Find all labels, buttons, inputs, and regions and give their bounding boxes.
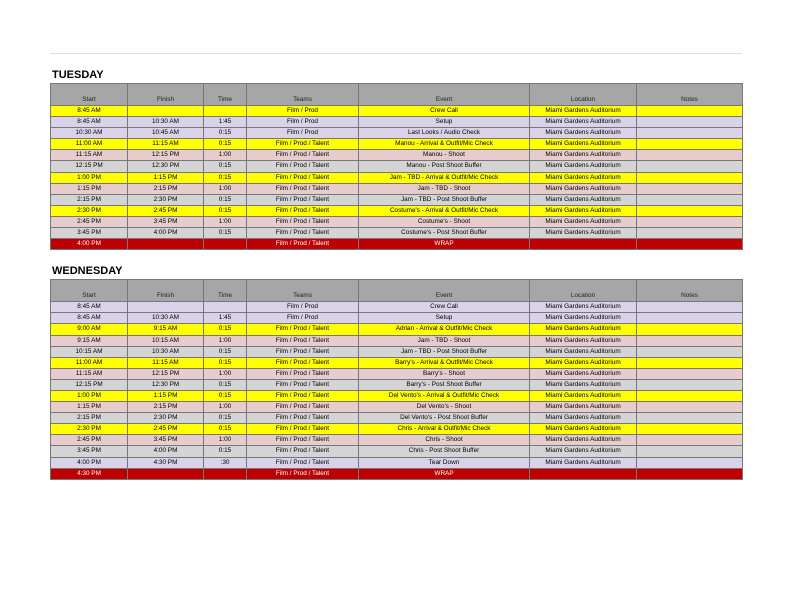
- table-row: [51, 302, 743, 313]
- day-title-tuesday: TUESDAY: [52, 69, 104, 81]
- cell-finish[interactable]: 1:15 PM: [128, 390, 204, 401]
- table-row: [51, 150, 743, 161]
- cell-time[interactable]: 0:15: [204, 424, 247, 435]
- cell-start[interactable]: 8:45 AM: [51, 117, 128, 128]
- cell-teams[interactable]: Film / Prod / Talent: [247, 368, 359, 379]
- cell-event[interactable]: Del Vento's - Post Shoot Buffer: [359, 413, 530, 424]
- table-row: [51, 324, 743, 335]
- cell-notes[interactable]: [637, 205, 743, 216]
- cell-location[interactable]: Miami Gardens Auditorium: [530, 357, 637, 368]
- cell-finish[interactable]: 10:30 AM: [128, 346, 204, 357]
- cell-time[interactable]: 1:00: [204, 216, 247, 227]
- table-row: [51, 468, 743, 479]
- table-row: [51, 228, 743, 239]
- cell-time[interactable]: 0:15: [204, 161, 247, 172]
- cell-time[interactable]: [204, 468, 247, 479]
- cell-notes[interactable]: [637, 357, 743, 368]
- cell-location[interactable]: Miami Gardens Auditorium: [530, 379, 637, 390]
- cell-time[interactable]: 1:00: [204, 183, 247, 194]
- cell-teams[interactable]: Film / Prod / Talent: [247, 457, 359, 468]
- schedule-table-wednesday: [50, 279, 743, 480]
- cell-start[interactable]: 11:15 AM: [51, 150, 128, 161]
- column-header-start: Start: [51, 280, 128, 302]
- cell-location[interactable]: Miami Gardens Auditorium: [530, 435, 637, 446]
- cell-location[interactable]: Miami Gardens Auditorium: [530, 390, 637, 401]
- cell-start[interactable]: 11:00 AM: [51, 357, 128, 368]
- schedule-table-tuesday: [50, 83, 743, 250]
- cell-location[interactable]: Miami Gardens Auditorium: [530, 368, 637, 379]
- cell-location[interactable]: Miami Gardens Auditorium: [530, 205, 637, 216]
- table-row: [51, 446, 743, 457]
- cell-notes[interactable]: [637, 335, 743, 346]
- cell-start[interactable]: 2:45 PM: [51, 216, 128, 227]
- cell-notes[interactable]: [637, 468, 743, 479]
- cell-start[interactable]: 11:00 AM: [51, 139, 128, 150]
- cell-notes[interactable]: [637, 139, 743, 150]
- table-row: [51, 435, 743, 446]
- cell-time[interactable]: [204, 302, 247, 313]
- cell-teams[interactable]: Film / Prod: [247, 106, 359, 117]
- table-header-row: [51, 84, 743, 106]
- cell-location[interactable]: Miami Gardens Auditorium: [530, 413, 637, 424]
- table-row: [51, 239, 743, 250]
- cell-teams[interactable]: Film / Prod / Talent: [247, 183, 359, 194]
- table-row: [51, 335, 743, 346]
- cell-location[interactable]: Miami Gardens Auditorium: [530, 117, 637, 128]
- cell-start[interactable]: 3:45 PM: [51, 446, 128, 457]
- cell-event[interactable]: Manou - Arrival & Outfit/Mic Check: [359, 139, 530, 150]
- cell-location[interactable]: Miami Gardens Auditorium: [530, 302, 637, 313]
- cell-start[interactable]: 10:15 AM: [51, 346, 128, 357]
- cell-notes[interactable]: [637, 216, 743, 227]
- cell-start[interactable]: 11:15 AM: [51, 368, 128, 379]
- cell-notes[interactable]: [637, 161, 743, 172]
- cell-time[interactable]: 0:15: [204, 357, 247, 368]
- cell-notes[interactable]: [637, 457, 743, 468]
- cell-notes[interactable]: [637, 228, 743, 239]
- cell-event[interactable]: Manou - Shoot: [359, 150, 530, 161]
- column-header-teams: Teams: [247, 280, 359, 302]
- cell-teams[interactable]: Film / Prod: [247, 313, 359, 324]
- cell-event[interactable]: Jam - TBD - Shoot: [359, 183, 530, 194]
- cell-start[interactable]: 8:45 AM: [51, 313, 128, 324]
- cell-time[interactable]: 1:00: [204, 402, 247, 413]
- cell-finish[interactable]: [128, 468, 204, 479]
- cell-event[interactable]: Del Vento's - Arrival & Outfit/Mic Check: [359, 390, 530, 401]
- cell-finish[interactable]: 2:45 PM: [128, 424, 204, 435]
- cell-start[interactable]: 2:15 PM: [51, 194, 128, 205]
- cell-finish[interactable]: 11:15 AM: [128, 139, 204, 150]
- cell-location[interactable]: Miami Gardens Auditorium: [530, 172, 637, 183]
- cell-notes[interactable]: [637, 424, 743, 435]
- schedule-sheet: [50, 53, 742, 480]
- cell-teams[interactable]: Film / Prod / Talent: [247, 239, 359, 250]
- table-row: [51, 194, 743, 205]
- column-header-location: Location: [530, 84, 637, 106]
- cell-notes[interactable]: [637, 239, 743, 250]
- cell-notes[interactable]: [637, 368, 743, 379]
- cell-notes[interactable]: [637, 302, 743, 313]
- cell-event[interactable]: Manou - Post Shoot Buffer: [359, 161, 530, 172]
- cell-location[interactable]: Miami Gardens Auditorium: [530, 402, 637, 413]
- cell-notes[interactable]: [637, 402, 743, 413]
- cell-time[interactable]: 1:00: [204, 335, 247, 346]
- cell-time[interactable]: 0:15: [204, 205, 247, 216]
- cell-time[interactable]: 0:15: [204, 228, 247, 239]
- cell-location[interactable]: Miami Gardens Auditorium: [530, 346, 637, 357]
- table-row: [51, 390, 743, 401]
- cell-time[interactable]: 0:15: [204, 379, 247, 390]
- cell-event[interactable]: Jam - TBD - Arrival & Outfit/Mic Check: [359, 172, 530, 183]
- cell-start[interactable]: 1:15 PM: [51, 183, 128, 194]
- table-row: [51, 161, 743, 172]
- cell-teams[interactable]: Film / Prod / Talent: [247, 357, 359, 368]
- cell-teams[interactable]: Film / Prod: [247, 302, 359, 313]
- cell-teams[interactable]: Film / Prod / Talent: [247, 468, 359, 479]
- cell-event[interactable]: Barry's - Post Shoot Buffer: [359, 379, 530, 390]
- cell-notes[interactable]: [637, 194, 743, 205]
- cell-start[interactable]: 8:45 AM: [51, 302, 128, 313]
- cell-finish[interactable]: 2:45 PM: [128, 205, 204, 216]
- cell-teams[interactable]: Film / Prod / Talent: [247, 324, 359, 335]
- cell-time[interactable]: :30: [204, 457, 247, 468]
- cell-event[interactable]: Barry's - Shoot: [359, 368, 530, 379]
- cell-start[interactable]: 2:45 PM: [51, 435, 128, 446]
- cell-event[interactable]: Adrian - Arrival & Outfit/Mic Check: [359, 324, 530, 335]
- cell-teams[interactable]: Film / Prod / Talent: [247, 379, 359, 390]
- column-header-finish: Finish: [128, 84, 204, 106]
- cell-start[interactable]: 2:15 PM: [51, 413, 128, 424]
- cell-finish[interactable]: 10:45 AM: [128, 128, 204, 139]
- cell-finish[interactable]: 11:15 AM: [128, 357, 204, 368]
- cell-finish[interactable]: 10:15 AM: [128, 335, 204, 346]
- cell-location[interactable]: Miami Gardens Auditorium: [530, 150, 637, 161]
- cell-time[interactable]: 1:00: [204, 150, 247, 161]
- cell-start[interactable]: 2:30 PM: [51, 205, 128, 216]
- cell-event[interactable]: Chris - Arrival & Outfit/Mic Check: [359, 424, 530, 435]
- table-row: [51, 172, 743, 183]
- cell-time[interactable]: 0:15: [204, 413, 247, 424]
- cell-teams[interactable]: Film / Prod / Talent: [247, 335, 359, 346]
- cell-start[interactable]: 3:45 PM: [51, 228, 128, 239]
- cell-finish[interactable]: 2:15 PM: [128, 183, 204, 194]
- cell-location[interactable]: [530, 468, 637, 479]
- table-row: [51, 346, 743, 357]
- cell-teams[interactable]: Film / Prod / Talent: [247, 228, 359, 239]
- cell-teams[interactable]: Film / Prod: [247, 128, 359, 139]
- column-header-location: Location: [530, 280, 637, 302]
- cell-location[interactable]: [530, 239, 637, 250]
- table-row: [51, 379, 743, 390]
- cell-finish[interactable]: 12:15 PM: [128, 150, 204, 161]
- cell-teams[interactable]: Film / Prod / Talent: [247, 413, 359, 424]
- cell-teams[interactable]: Film / Prod / Talent: [247, 205, 359, 216]
- cell-start[interactable]: 9:15 AM: [51, 335, 128, 346]
- cell-location[interactable]: Miami Gardens Auditorium: [530, 457, 637, 468]
- cell-event[interactable]: Jam - TBD - Post Shoot Buffer: [359, 194, 530, 205]
- cell-time[interactable]: 1:00: [204, 435, 247, 446]
- cell-finish[interactable]: 12:30 PM: [128, 161, 204, 172]
- cell-time[interactable]: [204, 239, 247, 250]
- cell-notes[interactable]: [637, 150, 743, 161]
- cell-notes[interactable]: [637, 379, 743, 390]
- table-row: [51, 139, 743, 150]
- table-row: [51, 457, 743, 468]
- cell-location[interactable]: Miami Gardens Auditorium: [530, 128, 637, 139]
- table-row: [51, 413, 743, 424]
- cell-event[interactable]: Jam - TBD - Post Shoot Buffer: [359, 346, 530, 357]
- cell-time[interactable]: 0:15: [204, 324, 247, 335]
- column-header-event: Event: [359, 84, 530, 106]
- cell-notes[interactable]: [637, 313, 743, 324]
- cell-time[interactable]: 0:15: [204, 390, 247, 401]
- table-row: [51, 216, 743, 227]
- cell-notes[interactable]: [637, 390, 743, 401]
- cell-event[interactable]: Costume's - Shoot: [359, 216, 530, 227]
- cell-event[interactable]: Costume's - Post Shoot Buffer: [359, 228, 530, 239]
- cell-finish[interactable]: [128, 302, 204, 313]
- cell-start[interactable]: 4:30 PM: [51, 468, 128, 479]
- column-header-time: Time: [204, 84, 247, 106]
- table-row: [51, 128, 743, 139]
- cell-start[interactable]: 10:30 AM: [51, 128, 128, 139]
- column-header-finish: Finish: [128, 280, 204, 302]
- cell-start[interactable]: 12:15 PM: [51, 161, 128, 172]
- table-row: [51, 368, 743, 379]
- cell-time[interactable]: 0:15: [204, 128, 247, 139]
- cell-location[interactable]: Miami Gardens Auditorium: [530, 324, 637, 335]
- cell-start[interactable]: 2:30 PM: [51, 424, 128, 435]
- cell-event[interactable]: Barry's - Arrival & Outfit/Mic Check: [359, 357, 530, 368]
- cell-finish[interactable]: 3:45 PM: [128, 216, 204, 227]
- cell-start[interactable]: 4:00 PM: [51, 457, 128, 468]
- table-row: [51, 357, 743, 368]
- cell-finish[interactable]: 9:15 AM: [128, 324, 204, 335]
- cell-time[interactable]: [204, 106, 247, 117]
- cell-notes[interactable]: [637, 117, 743, 128]
- cell-time[interactable]: 0:15: [204, 139, 247, 150]
- cell-notes[interactable]: [637, 435, 743, 446]
- cell-event[interactable]: Del Vento's - Shoot: [359, 402, 530, 413]
- cell-start[interactable]: 1:00 PM: [51, 390, 128, 401]
- cell-teams[interactable]: Film / Prod / Talent: [247, 194, 359, 205]
- cell-start[interactable]: 1:00 PM: [51, 172, 128, 183]
- cell-event[interactable]: WRAP: [359, 239, 530, 250]
- table-row: [51, 205, 743, 216]
- table-row: [51, 313, 743, 324]
- cell-time[interactable]: 1:45: [204, 117, 247, 128]
- cell-notes[interactable]: [637, 106, 743, 117]
- cell-teams[interactable]: Film / Prod / Talent: [247, 161, 359, 172]
- cell-teams[interactable]: Film / Prod / Talent: [247, 346, 359, 357]
- cell-finish[interactable]: [128, 106, 204, 117]
- cell-finish[interactable]: 2:30 PM: [128, 194, 204, 205]
- cell-location[interactable]: Miami Gardens Auditorium: [530, 183, 637, 194]
- cell-finish[interactable]: 2:15 PM: [128, 402, 204, 413]
- cell-time[interactable]: 0:15: [204, 446, 247, 457]
- cell-teams[interactable]: Film / Prod / Talent: [247, 172, 359, 183]
- cell-notes[interactable]: [637, 183, 743, 194]
- cell-start[interactable]: 8:45 AM: [51, 106, 128, 117]
- cell-event[interactable]: Chris - Post Shoot Buffer: [359, 446, 530, 457]
- cell-location[interactable]: Miami Gardens Auditorium: [530, 446, 637, 457]
- cell-event[interactable]: Jam - TBD - Shoot: [359, 335, 530, 346]
- column-header-notes: Notes: [637, 280, 743, 302]
- cell-finish[interactable]: 3:45 PM: [128, 435, 204, 446]
- cell-event[interactable]: Setup: [359, 117, 530, 128]
- cell-finish[interactable]: [128, 239, 204, 250]
- day-title-wednesday: WEDNESDAY: [52, 265, 123, 278]
- column-header-event: Event: [359, 280, 530, 302]
- cell-notes[interactable]: [637, 413, 743, 424]
- cell-location[interactable]: Miami Gardens Auditorium: [530, 313, 637, 324]
- cell-location[interactable]: Miami Gardens Auditorium: [530, 335, 637, 346]
- cell-time[interactable]: 0:15: [204, 194, 247, 205]
- column-header-time: Time: [204, 280, 247, 302]
- cell-event[interactable]: Last Looks / Audio Check: [359, 128, 530, 139]
- table-row: [51, 117, 743, 128]
- column-header-notes: Notes: [637, 84, 743, 106]
- cell-time[interactable]: 1:45: [204, 313, 247, 324]
- cell-notes[interactable]: [637, 172, 743, 183]
- cell-time[interactable]: 0:15: [204, 346, 247, 357]
- cell-event[interactable]: WRAP: [359, 468, 530, 479]
- cell-teams[interactable]: Film / Prod / Talent: [247, 390, 359, 401]
- cell-teams[interactable]: Film / Prod / Talent: [247, 424, 359, 435]
- cell-teams[interactable]: Film / Prod / Talent: [247, 150, 359, 161]
- cell-location[interactable]: Miami Gardens Auditorium: [530, 228, 637, 239]
- cell-event[interactable]: Costume's - Arrival & Outfit/Mic Check: [359, 205, 530, 216]
- cell-teams[interactable]: Film / Prod / Talent: [247, 216, 359, 227]
- table-row: [51, 183, 743, 194]
- cell-event[interactable]: Tear Down: [359, 457, 530, 468]
- sheet-top-gridline: [50, 53, 742, 68]
- cell-event[interactable]: Crew Call: [359, 106, 530, 117]
- cell-location[interactable]: Miami Gardens Auditorium: [530, 106, 637, 117]
- cell-teams[interactable]: Film / Prod: [247, 117, 359, 128]
- cell-finish[interactable]: 12:15 PM: [128, 368, 204, 379]
- cell-finish[interactable]: 10:30 AM: [128, 117, 204, 128]
- cell-event[interactable]: Chris - Shoot: [359, 435, 530, 446]
- section-spacer: [50, 250, 742, 264]
- cell-finish[interactable]: 1:15 PM: [128, 172, 204, 183]
- table-row: [51, 424, 743, 435]
- cell-notes[interactable]: [637, 324, 743, 335]
- column-header-teams: Teams: [247, 84, 359, 106]
- table-row: [51, 106, 743, 117]
- cell-finish[interactable]: 2:30 PM: [128, 413, 204, 424]
- cell-teams[interactable]: Film / Prod / Talent: [247, 435, 359, 446]
- table-row: [51, 402, 743, 413]
- cell-start[interactable]: 12:15 PM: [51, 379, 128, 390]
- cell-teams[interactable]: Film / Prod / Talent: [247, 446, 359, 457]
- cell-teams[interactable]: Film / Prod / Talent: [247, 139, 359, 150]
- cell-finish[interactable]: 4:00 PM: [128, 228, 204, 239]
- cell-notes[interactable]: [637, 128, 743, 139]
- cell-finish[interactable]: 10:30 AM: [128, 313, 204, 324]
- cell-start[interactable]: 9:00 AM: [51, 324, 128, 335]
- cell-time[interactable]: 0:15: [204, 172, 247, 183]
- cell-time[interactable]: 1:00: [204, 368, 247, 379]
- cell-start[interactable]: 4:00 PM: [51, 239, 128, 250]
- cell-location[interactable]: Miami Gardens Auditorium: [530, 194, 637, 205]
- cell-finish[interactable]: 4:00 PM: [128, 446, 204, 457]
- cell-teams[interactable]: Film / Prod / Talent: [247, 402, 359, 413]
- cell-location[interactable]: Miami Gardens Auditorium: [530, 424, 637, 435]
- cell-finish[interactable]: 4:30 PM: [128, 457, 204, 468]
- cell-notes[interactable]: [637, 346, 743, 357]
- cell-notes[interactable]: [637, 446, 743, 457]
- cell-location[interactable]: Miami Gardens Auditorium: [530, 161, 637, 172]
- cell-event[interactable]: Crew Call: [359, 302, 530, 313]
- column-header-start: Start: [51, 84, 128, 106]
- cell-event[interactable]: Setup: [359, 313, 530, 324]
- cell-finish[interactable]: 12:30 PM: [128, 379, 204, 390]
- table-header-row: [51, 280, 743, 302]
- cell-start[interactable]: 1:15 PM: [51, 402, 128, 413]
- cell-location[interactable]: Miami Gardens Auditorium: [530, 139, 637, 150]
- cell-location[interactable]: Miami Gardens Auditorium: [530, 216, 637, 227]
